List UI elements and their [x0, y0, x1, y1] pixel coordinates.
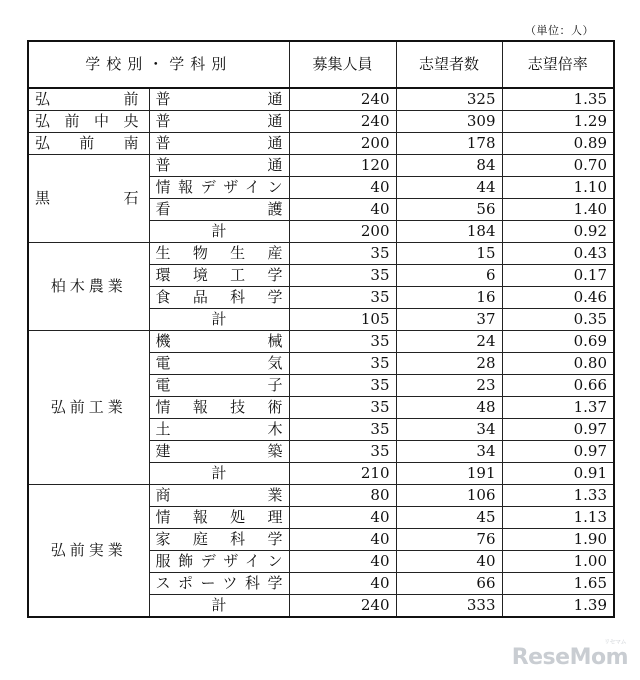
table-row — [28, 88, 614, 111]
school-name: 弘前実業 — [28, 485, 149, 618]
capacity-cell: 40 — [289, 507, 396, 529]
total-label: 計 — [149, 309, 289, 331]
capacity-cell: 35 — [289, 265, 396, 287]
department-name: 情報技術 — [149, 397, 289, 419]
capacity-cell: 40 — [289, 177, 396, 199]
applicants-cell: 16 — [396, 287, 502, 309]
department-name: 生物生産 — [149, 243, 289, 265]
applicants-cell: 6 — [396, 265, 502, 287]
header-school-dept: 学校別・学科別 — [28, 41, 289, 88]
ratio-cell: 0.97 — [502, 441, 614, 463]
applicants-cell: 106 — [396, 485, 502, 507]
ratio-cell: 1.10 — [502, 177, 614, 199]
capacity-cell: 120 — [289, 155, 396, 177]
department-name: スポーツ科学 — [149, 573, 289, 595]
department-name: 家庭科学 — [149, 529, 289, 551]
capacity-cell: 240 — [289, 111, 396, 133]
school-name: 弘前 — [28, 88, 149, 111]
table-row — [28, 243, 614, 265]
table-row — [28, 111, 614, 133]
capacity-cell: 35 — [289, 441, 396, 463]
ratio-cell: 1.65 — [502, 573, 614, 595]
applicants-cell: 45 — [396, 507, 502, 529]
ratio-cell: 1.40 — [502, 199, 614, 221]
header-capacity: 募集人員 — [289, 41, 396, 88]
ratio-cell: 0.69 — [502, 331, 614, 353]
capacity-cell: 80 — [289, 485, 396, 507]
capacity-cell: 35 — [289, 243, 396, 265]
capacity-cell: 40 — [289, 199, 396, 221]
school-name: 弘前工業 — [28, 331, 149, 485]
department-name: 商業 — [149, 485, 289, 507]
applicants-total-cell: 37 — [396, 309, 502, 331]
department-name: 普通 — [149, 111, 289, 133]
school-name: 弘前中央 — [28, 111, 149, 133]
department-name: 電子 — [149, 375, 289, 397]
applicants-cell: 84 — [396, 155, 502, 177]
capacity-total-cell: 210 — [289, 463, 396, 485]
capacity-total-cell: 200 — [289, 221, 396, 243]
ratio-cell: 1.90 — [502, 529, 614, 551]
ratio-cell: 0.70 — [502, 155, 614, 177]
capacity-cell: 35 — [289, 375, 396, 397]
applicants-cell: 48 — [396, 397, 502, 419]
resemom-logo — [511, 639, 628, 670]
header-row — [28, 41, 614, 88]
department-name: 普通 — [149, 88, 289, 111]
capacity-cell: 35 — [289, 331, 396, 353]
unit-note: （単位：人） — [525, 24, 594, 37]
capacity-cell: 40 — [289, 573, 396, 595]
applicants-cell: 325 — [396, 88, 502, 111]
capacity-cell: 200 — [289, 133, 396, 155]
applicants-cell: 40 — [396, 551, 502, 573]
capacity-total-cell: 240 — [289, 595, 396, 618]
applicants-cell: 23 — [396, 375, 502, 397]
ratio-cell: 0.17 — [502, 265, 614, 287]
department-name: 機械 — [149, 331, 289, 353]
ratio-total-cell: 0.91 — [502, 463, 614, 485]
department-name: 普通 — [149, 155, 289, 177]
department-name: 電気 — [149, 353, 289, 375]
department-name: 環境工学 — [149, 265, 289, 287]
total-label: 計 — [149, 221, 289, 243]
applicants-total-cell: 191 — [396, 463, 502, 485]
applicants-cell: 15 — [396, 243, 502, 265]
table-row — [28, 133, 614, 155]
department-name: 普通 — [149, 133, 289, 155]
table-row — [28, 155, 614, 177]
school-name: 柏木農業 — [28, 243, 149, 331]
ratio-cell: 0.66 — [502, 375, 614, 397]
applicants-cell: 44 — [396, 177, 502, 199]
department-name: 土木 — [149, 419, 289, 441]
ratio-total-cell: 0.92 — [502, 221, 614, 243]
applicants-cell: 66 — [396, 573, 502, 595]
capacity-total-cell: 105 — [289, 309, 396, 331]
capacity-cell: 40 — [289, 551, 396, 573]
logo-text: ReseMom — [511, 645, 628, 670]
department-name: 服飾デザイン — [149, 551, 289, 573]
ratio-cell: 0.89 — [502, 133, 614, 155]
applicants-cell: 76 — [396, 529, 502, 551]
capacity-cell: 240 — [289, 88, 396, 111]
capacity-cell: 35 — [289, 287, 396, 309]
header-ratio: 志望倍率 — [502, 41, 614, 88]
ratio-cell: 1.13 — [502, 507, 614, 529]
header-applicants: 志望者数 — [396, 41, 502, 88]
school-name: 黒石 — [28, 155, 149, 243]
ratio-cell: 1.35 — [502, 88, 614, 111]
logo-subtext: リセマム — [604, 639, 626, 646]
capacity-cell: 35 — [289, 397, 396, 419]
ratio-cell: 1.00 — [502, 551, 614, 573]
department-name: 食品科学 — [149, 287, 289, 309]
ratio-cell: 0.97 — [502, 419, 614, 441]
ratio-cell: 1.33 — [502, 485, 614, 507]
table-row — [28, 485, 614, 507]
applicants-cell: 34 — [396, 419, 502, 441]
department-name: 情報デザイン — [149, 177, 289, 199]
applicants-cell: 178 — [396, 133, 502, 155]
applicants-cell: 34 — [396, 441, 502, 463]
total-label: 計 — [149, 595, 289, 618]
ratio-total-cell: 0.35 — [502, 309, 614, 331]
applicants-cell: 24 — [396, 331, 502, 353]
ratio-total-cell: 1.39 — [502, 595, 614, 618]
ratio-cell: 1.29 — [502, 111, 614, 133]
department-name: 情報処理 — [149, 507, 289, 529]
capacity-cell: 35 — [289, 353, 396, 375]
school-name: 弘前南 — [28, 133, 149, 155]
applicants-cell: 309 — [396, 111, 502, 133]
department-name: 建築 — [149, 441, 289, 463]
department-name: 看護 — [149, 199, 289, 221]
admissions-table — [27, 40, 615, 618]
capacity-cell: 35 — [289, 419, 396, 441]
total-label: 計 — [149, 463, 289, 485]
ratio-cell: 0.43 — [502, 243, 614, 265]
applicants-total-cell: 184 — [396, 221, 502, 243]
ratio-cell: 0.46 — [502, 287, 614, 309]
applicants-total-cell: 333 — [396, 595, 502, 618]
applicants-cell: 28 — [396, 353, 502, 375]
ratio-cell: 0.80 — [502, 353, 614, 375]
applicants-cell: 56 — [396, 199, 502, 221]
capacity-cell: 40 — [289, 529, 396, 551]
table-row — [28, 331, 614, 353]
ratio-cell: 1.37 — [502, 397, 614, 419]
